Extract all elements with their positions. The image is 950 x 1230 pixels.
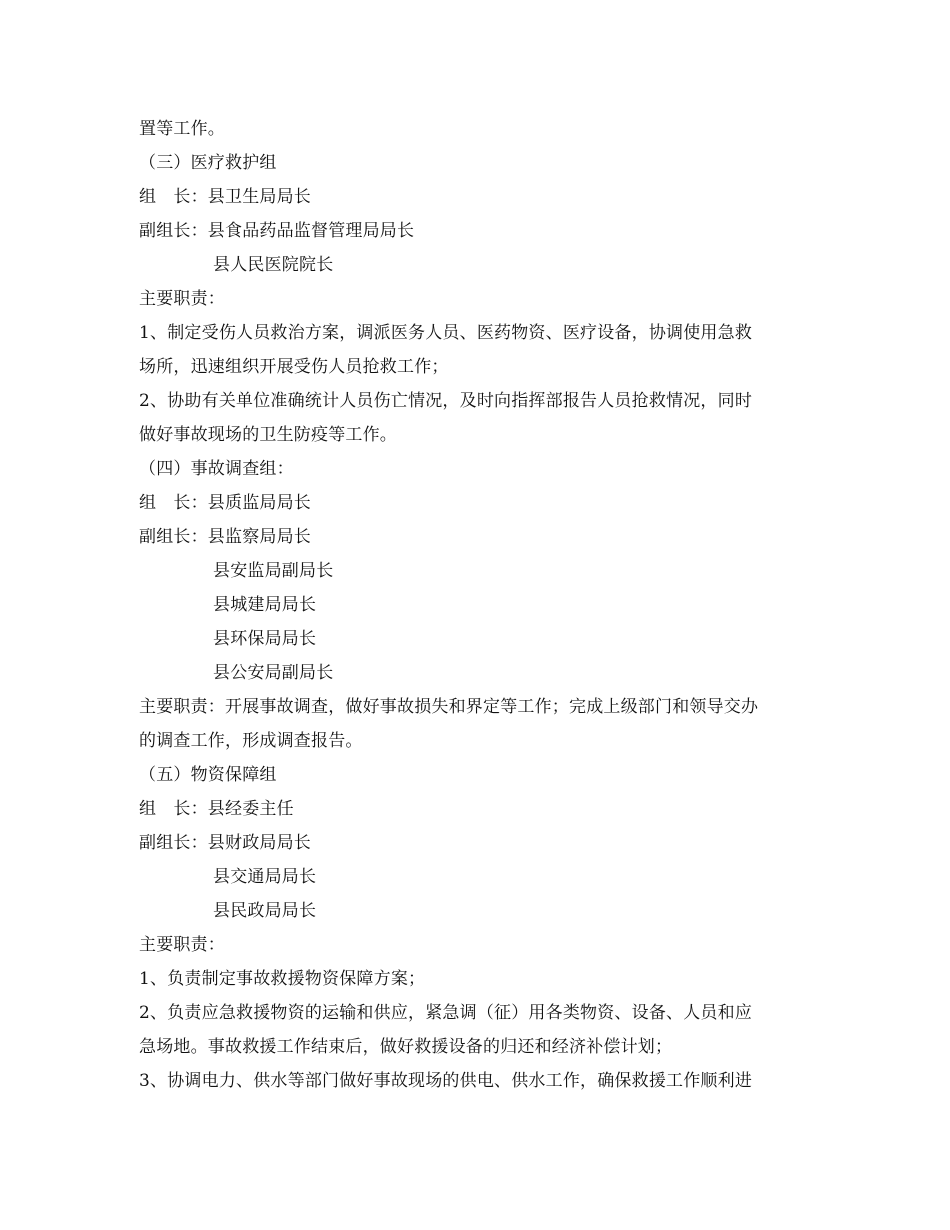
text-line: 县城建局局长 (213, 595, 317, 615)
section-heading-medical: （三）医疗救护组 (139, 153, 277, 173)
text-line: 县人民医院院长 (213, 255, 334, 275)
text-line: 3、协调电力、供水等部门做好事故现场的供电、供水工作，确保救援工作顺利进 (139, 1071, 753, 1091)
section-heading-supplies: （五）物资保障组 (139, 765, 277, 785)
text-line: 县安监局副局长 (213, 561, 334, 581)
text-line: 1、负责制定事故救援物资保障方案； (139, 969, 426, 989)
text-line: 置等工作。 (139, 119, 225, 139)
text-line: 县民政局局长 (213, 901, 317, 921)
text-line: 2、负责应急救援物资的运输和供应，紧急调（征）用各类物资、设备、人员和应 (139, 1003, 753, 1023)
text-line: 副组长：县财政局局长 (139, 833, 311, 853)
text-line: 副组长：县食品药品监督管理局局长 (139, 221, 415, 241)
section-heading-investigation: （四）事故调查组： (139, 459, 294, 479)
text-line: 主要职责：开展事故调查，做好事故损失和界定等工作；完成上级部门和领导交办 (139, 697, 759, 717)
text-line: 县交通局局长 (213, 867, 317, 887)
text-line: 做好事故现场的卫生防疫等工作。 (139, 425, 397, 445)
text-line: 的调查工作，形成调查报告。 (139, 731, 363, 751)
text-line: 组 长：县经委主任 (139, 799, 294, 819)
text-line: 县环保局局长 (213, 629, 317, 649)
text-line: 组 长：县质监局局长 (139, 493, 311, 513)
text-line: 主要职责： (139, 289, 225, 309)
text-line: 主要职责： (139, 935, 225, 955)
text-line: 2、协助有关单位准确统计人员伤亡情况，及时向指挥部报告人员抢救情况，同时 (139, 391, 753, 411)
text-line: 急场地。事故救援工作结束后，做好救援设备的归还和经济补偿计划； (139, 1037, 673, 1057)
text-line: 场所，迅速组织开展受伤人员抢救工作； (139, 357, 449, 377)
text-line: 1、制定受伤人员救治方案，调派医务人员、医药物资、医疗设备，协调使用急救 (139, 323, 753, 343)
text-line: 副组长：县监察局局长 (139, 527, 311, 547)
text-line: 县公安局副局长 (213, 663, 334, 683)
text-line: 组 长：县卫生局局长 (139, 187, 311, 207)
